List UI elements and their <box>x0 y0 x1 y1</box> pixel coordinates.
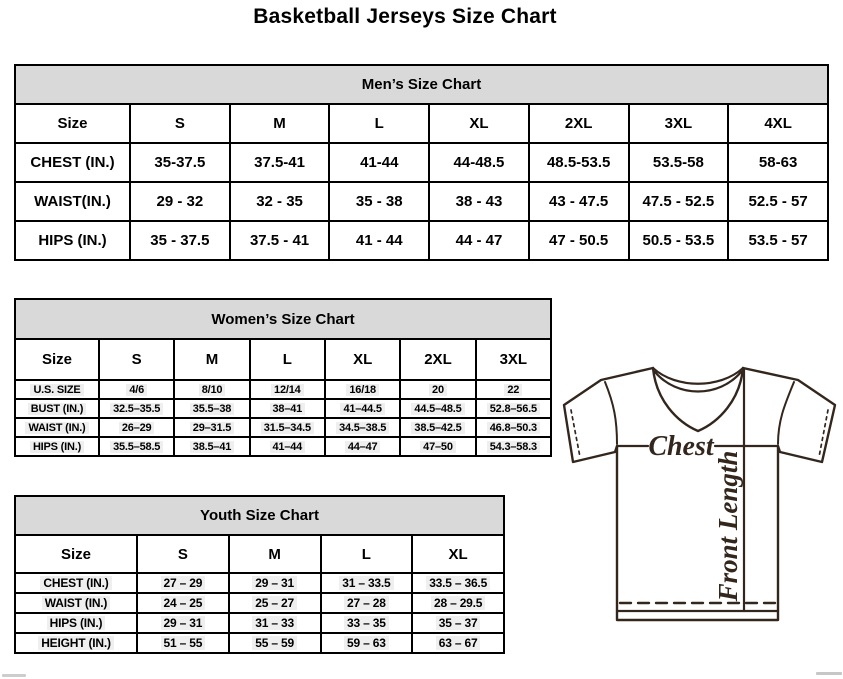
value-text: 41 - 44 <box>355 232 403 249</box>
value-text: 53.5 - 57 <box>748 232 808 249</box>
youth-header-cell: XL <box>412 535 504 573</box>
womens-value-cell <box>400 399 475 418</box>
value-text: 22 <box>504 384 522 396</box>
value-text: 29–31.5 <box>190 422 234 434</box>
value-text: 48.5-53.5 <box>546 154 611 171</box>
womens-value-cell <box>174 399 249 418</box>
womens-value-cell <box>400 380 475 399</box>
value-text: 44-48.5 <box>453 154 505 171</box>
value-text: 41–44 <box>270 441 306 453</box>
value-text: 38.5–41 <box>190 441 234 453</box>
value-text: 37.5 - 41 <box>249 232 310 249</box>
mens-value-cell <box>529 182 629 221</box>
womens-header-cell: XL <box>325 339 400 380</box>
womens-value-cell <box>99 437 174 456</box>
youth-header-cell: Size <box>15 535 137 573</box>
value-text: 58-63 <box>758 154 798 171</box>
youth-value-cell <box>137 593 229 613</box>
row-label-text: BUST (IN.) <box>28 403 86 415</box>
womens-table <box>14 338 552 457</box>
value-text: 31 – 33.5 <box>339 576 393 590</box>
value-text: 29 – 31 <box>252 576 297 590</box>
mens-size-chart <box>14 64 829 261</box>
row-label-text: CHEST (IN.) <box>40 576 111 590</box>
womens-value-cell <box>99 418 174 437</box>
value-text: 38.5–42.5 <box>411 422 464 434</box>
womens-header-cell: S <box>99 339 174 380</box>
womens-table-row <box>15 437 551 456</box>
mens-header-cell: Size <box>15 104 130 143</box>
row-label-text: WAIST(IN.) <box>34 193 111 210</box>
value-text: 16/18 <box>346 384 379 396</box>
value-text: 37.5-41 <box>254 154 305 171</box>
youth-value-cell <box>321 633 413 653</box>
mens-value-cell <box>728 221 828 260</box>
mens-row-label-cell <box>15 143 130 182</box>
value-text: 52.5 - 57 <box>748 193 808 210</box>
value-text: 43 - 47.5 <box>549 193 609 210</box>
value-text: 28 – 29.5 <box>431 596 485 610</box>
womens-header-row <box>15 339 551 380</box>
mens-header-cell: S <box>130 104 230 143</box>
womens-value-cell <box>476 399 551 418</box>
front-length-label: Front Length <box>713 450 743 602</box>
row-label-text: HIPS (IN.) <box>38 232 107 249</box>
jersey-outline-icon <box>564 368 835 620</box>
youth-row-label-cell <box>15 633 137 653</box>
value-text: 33 – 35 <box>344 616 389 630</box>
youth-table-row <box>15 613 504 633</box>
mens-header-cell: 2XL <box>529 104 629 143</box>
womens-header-cell: 2XL <box>400 339 475 380</box>
value-text: 24 – 25 <box>161 596 206 610</box>
value-text: 41-44 <box>360 154 399 171</box>
row-label-text: U.S. SIZE <box>30 384 83 396</box>
value-text: 26–29 <box>119 422 155 434</box>
value-text: 32.5–35.5 <box>110 403 163 415</box>
youth-value-cell <box>137 633 229 653</box>
mens-chart-title: Men’s Size Chart <box>14 64 829 103</box>
collar-inner-rim-icon <box>655 372 741 392</box>
womens-value-cell <box>250 399 325 418</box>
jersey-measurement-diagram <box>556 358 843 628</box>
value-text: 31.5–34.5 <box>261 422 314 434</box>
value-text: 35.5–38 <box>190 403 234 415</box>
mens-value-cell <box>130 182 230 221</box>
youth-table-row <box>15 633 504 653</box>
mens-row-label-cell <box>15 182 130 221</box>
mens-value-cell <box>230 182 330 221</box>
mens-value-cell <box>329 182 429 221</box>
womens-header-cell: Size <box>15 339 99 380</box>
row-label-text: HIPS (IN.) <box>30 441 84 453</box>
mens-value-cell <box>429 182 529 221</box>
womens-value-cell <box>250 380 325 399</box>
value-text: 35 - 38 <box>355 193 403 210</box>
value-text: 12/14 <box>271 384 304 396</box>
womens-value-cell <box>400 418 475 437</box>
value-text: 27 – 29 <box>161 576 206 590</box>
womens-value-cell <box>99 399 174 418</box>
value-text: 53.5-58 <box>652 154 704 171</box>
mens-header-cell: 3XL <box>629 104 729 143</box>
womens-value-cell <box>99 380 174 399</box>
mens-value-cell <box>629 221 729 260</box>
value-text: 29 - 32 <box>156 193 204 210</box>
mens-value-cell <box>529 143 629 182</box>
youth-value-cell <box>137 573 229 593</box>
mens-table-row <box>15 143 828 182</box>
womens-value-cell <box>476 418 551 437</box>
value-text: 25 – 27 <box>252 596 297 610</box>
value-text: 20 <box>429 384 447 396</box>
mens-value-cell <box>429 221 529 260</box>
womens-table-row <box>15 399 551 418</box>
mens-header-row <box>15 104 828 143</box>
womens-value-cell <box>250 437 325 456</box>
womens-table-row <box>15 418 551 437</box>
value-text: 32 - 35 <box>256 193 303 210</box>
womens-row-label-cell <box>15 437 99 456</box>
youth-row-label-cell <box>15 593 137 613</box>
mens-header-cell: XL <box>429 104 529 143</box>
womens-value-cell <box>325 380 400 399</box>
value-text: 47.5 - 52.5 <box>642 193 715 210</box>
mens-header-cell: L <box>329 104 429 143</box>
youth-value-cell <box>412 633 504 653</box>
mens-value-cell <box>629 182 729 221</box>
value-text: 29 – 31 <box>161 616 206 630</box>
mens-value-cell <box>728 143 828 182</box>
youth-header-cell: M <box>229 535 321 573</box>
mens-value-cell <box>230 143 330 182</box>
mens-table <box>14 103 829 261</box>
youth-size-chart <box>14 495 505 654</box>
value-text: 52.8–56.5 <box>487 403 540 415</box>
value-text: 63 – 67 <box>436 636 481 650</box>
row-label-text: WAIST (IN.) <box>25 422 88 434</box>
mens-value-cell <box>529 221 629 260</box>
row-label-text: CHEST (IN.) <box>30 154 115 171</box>
value-text: 31 – 33 <box>252 616 297 630</box>
mens-table-row <box>15 221 828 260</box>
value-text: 44.5–48.5 <box>411 403 464 415</box>
womens-size-chart <box>14 298 552 457</box>
value-text: 35.5–58.5 <box>110 441 163 453</box>
womens-value-cell <box>476 437 551 456</box>
womens-row-label-cell <box>15 418 99 437</box>
youth-value-cell <box>412 573 504 593</box>
value-text: 54.3–58.3 <box>487 441 540 453</box>
horizontal-scrollbar-fragment-left[interactable] <box>2 674 26 677</box>
womens-header-cell: M <box>174 339 249 380</box>
value-text: 33.5 – 36.5 <box>426 576 490 590</box>
value-text: 38–41 <box>270 403 306 415</box>
value-text: 50.5 - 53.5 <box>642 232 715 249</box>
youth-table-row <box>15 593 504 613</box>
youth-table <box>14 534 505 654</box>
value-text: 35 - 37.5 <box>150 232 210 249</box>
mens-value-cell <box>230 221 330 260</box>
youth-value-cell <box>229 633 321 653</box>
value-text: 59 – 63 <box>344 636 389 650</box>
chest-label: Chest <box>648 431 714 462</box>
womens-value-cell <box>325 437 400 456</box>
youth-value-cell <box>321 613 413 633</box>
womens-value-cell <box>476 380 551 399</box>
youth-header-row <box>15 535 504 573</box>
youth-value-cell <box>229 573 321 593</box>
mens-value-cell <box>130 143 230 182</box>
womens-value-cell <box>174 380 249 399</box>
womens-value-cell <box>325 399 400 418</box>
value-text: 34.5–38.5 <box>336 422 389 434</box>
womens-header-cell: 3XL <box>476 339 551 380</box>
womens-row-label-cell <box>15 399 99 418</box>
value-text: 44 - 47 <box>455 232 503 249</box>
row-label-text: HIPS (IN.) <box>47 616 106 630</box>
mens-header-cell: 4XL <box>728 104 828 143</box>
value-text: 41–44.5 <box>340 403 384 415</box>
value-text: 38 - 43 <box>455 193 503 210</box>
mens-header-cell: M <box>230 104 330 143</box>
mens-value-cell <box>728 182 828 221</box>
womens-value-cell <box>250 418 325 437</box>
youth-value-cell <box>137 613 229 633</box>
womens-table-row <box>15 380 551 399</box>
womens-header-cell: L <box>250 339 325 380</box>
horizontal-scrollbar-fragment-right[interactable] <box>816 672 842 675</box>
youth-header-cell: L <box>321 535 413 573</box>
youth-row-label-cell <box>15 613 137 633</box>
youth-table-row <box>15 573 504 593</box>
mens-row-label-cell <box>15 221 130 260</box>
womens-value-cell <box>174 418 249 437</box>
youth-value-cell <box>321 593 413 613</box>
mens-table-row <box>15 182 828 221</box>
left-armhole-seam <box>605 382 617 444</box>
row-label-text: WAIST (IN.) <box>42 596 110 610</box>
womens-value-cell <box>174 437 249 456</box>
mens-value-cell <box>329 221 429 260</box>
youth-value-cell <box>229 613 321 633</box>
mens-value-cell <box>329 143 429 182</box>
mens-value-cell <box>130 221 230 260</box>
left-cuff-dashed-line <box>571 410 580 457</box>
value-text: 35-37.5 <box>154 154 206 171</box>
value-text: 51 – 55 <box>161 636 206 650</box>
value-text: 27 – 28 <box>344 596 389 610</box>
value-text: 55 – 59 <box>252 636 297 650</box>
value-text: 35 – 37 <box>436 616 481 630</box>
mens-value-cell <box>429 143 529 182</box>
value-text: 4/6 <box>126 384 147 396</box>
youth-chart-title: Youth Size Chart <box>14 495 505 534</box>
womens-row-label-cell <box>15 380 99 399</box>
page-title: Basketball Jerseys Size Chart <box>253 5 557 28</box>
womens-value-cell <box>325 418 400 437</box>
right-cuff-dashed-line <box>819 410 828 457</box>
row-label-text: HEIGHT (IN.) <box>38 636 114 650</box>
womens-chart-title: Women’s Size Chart <box>14 298 552 338</box>
youth-value-cell <box>321 573 413 593</box>
mens-value-cell <box>629 143 729 182</box>
womens-value-cell <box>400 437 475 456</box>
value-text: 44–47 <box>345 441 381 453</box>
youth-header-cell: S <box>137 535 229 573</box>
youth-value-cell <box>412 593 504 613</box>
youth-row-label-cell <box>15 573 137 593</box>
youth-value-cell <box>229 593 321 613</box>
youth-value-cell <box>412 613 504 633</box>
value-text: 47–50 <box>420 441 456 453</box>
right-armhole-seam <box>778 382 794 444</box>
value-text: 47 - 50.5 <box>549 232 609 249</box>
value-text: 46.8–50.3 <box>487 422 540 434</box>
value-text: 8/10 <box>199 384 226 396</box>
